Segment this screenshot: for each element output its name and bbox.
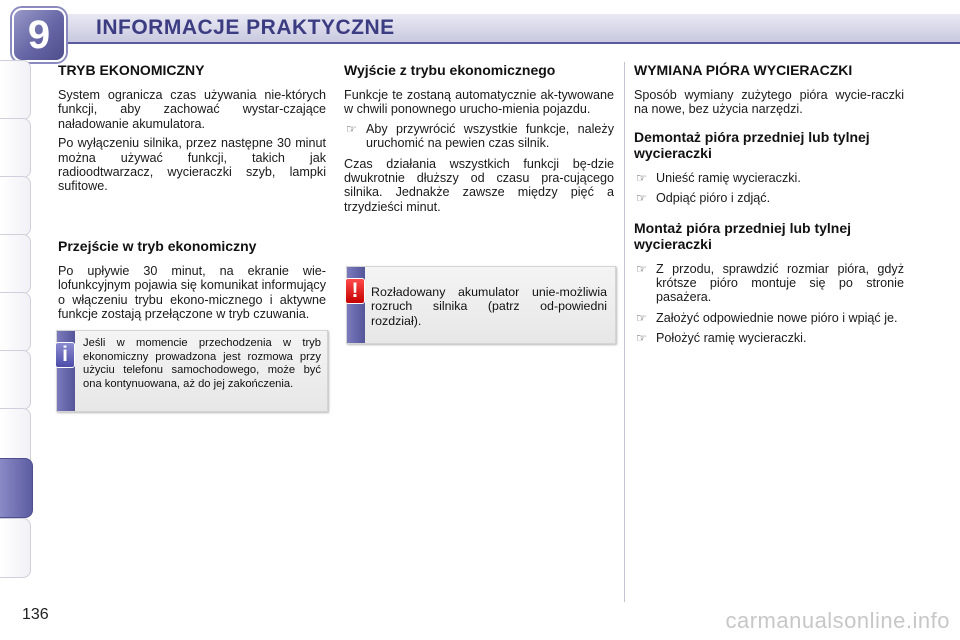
warning-note-text: Rozładowany akumulator unie-możliwia rozruch silnika (patrz od-powiedni rozdział). [371, 285, 607, 328]
bullet-text: Założyć odpowiednie nowe pióro i wpiąć je. [656, 310, 898, 325]
paragraph: Czas działania wszystkich funkcji bę-dzie dwukrotnie dłuższy od czasu pra-cującego silnika. Jednakże zawsze między pięć a trzydzieści minut. [344, 156, 614, 214]
page-title: INFORMACJE PRAKTYCZNE [96, 16, 395, 39]
info-note [56, 330, 328, 412]
side-tab[interactable] [0, 518, 31, 578]
paragraph: Po wyłączeniu silnika, przez następne 30 minut można używać funkcji, takich jak radioodtwarzacz, wycieraczki szyb, lampki sufitowe. [58, 136, 326, 194]
paragraph: Po upływie 30 minut, na ekranie wie-lofunkcyjnym pojawia się komunikat informujący o włączeniu trybu ekono-micznego i aktywne funkcje zostają przełączone w tryb czuwania. [58, 263, 326, 322]
section-heading: Montaż pióra przedniej lub tylnej wycieraczki [634, 219, 852, 252]
pointing-hand-icon: ☞ [346, 121, 357, 136]
paragraph: Funkcje te zostaną automatycznie ak-tywowane w chwili ponownego urucho-mienia pojazdu. [344, 88, 614, 117]
pointing-hand-icon: ☞ [636, 310, 647, 325]
warning-note [346, 266, 616, 344]
info-note-text: Jeśli w momencie przechodzenia w tryb ekonomiczny prowadzona jest rozmowa przy użyciu telefonu samochodowego, może być ona kontynuowana, aż do jej zakończenia. [83, 337, 321, 390]
page-number: 136 [22, 606, 49, 623]
pointing-hand-icon: ☞ [636, 331, 647, 346]
bullet-item [634, 262, 904, 305]
bullet-text: Aby przywrócić wszystkie funkcje, należy uruchomić na pewien czas silnik. [366, 121, 614, 151]
section-heading: Przejście w tryb ekonomiczny [58, 237, 257, 254]
bullet-item [634, 171, 904, 185]
watermark: carmanualsonline.info [725, 608, 950, 633]
column-exit-economy-mode [344, 62, 614, 219]
column-wiper-blade [634, 62, 904, 352]
pointing-hand-icon: ☞ [636, 261, 647, 276]
warning-icon: ! [345, 278, 365, 304]
bullet-text: Unieść ramię wycieraczki. [656, 170, 801, 185]
side-tab[interactable] [0, 176, 31, 236]
paragraph: Sposób wymiany zużytego pióra wycie-raczki na nowe, bez użycia narzędzi. [634, 88, 904, 117]
bullet-item [344, 122, 614, 151]
bullet-text: Położyć ramię wycieraczki. [656, 331, 807, 346]
bullet-item [634, 311, 904, 325]
section-heading: TRYB EKONOMICZNY [58, 62, 205, 78]
side-tab-active[interactable] [0, 458, 33, 518]
section-heading: Wyjście z trybu ekonomicznego [344, 62, 556, 78]
bullet-item [634, 191, 904, 205]
section-heading: WYMIANA PIÓRA WYCIERACZKI [634, 62, 853, 78]
bullet-item [634, 331, 904, 345]
pointing-hand-icon: ☞ [636, 170, 647, 185]
side-tab[interactable] [0, 350, 31, 410]
side-tab[interactable] [0, 234, 31, 294]
side-tab[interactable] [0, 292, 31, 352]
side-tab[interactable] [0, 118, 31, 178]
bullet-text: Z przodu, sprawdzić rozmiar pióra, gdyż krótsze pióro montuje się po stronie pasażera. [656, 261, 904, 305]
info-icon: i [55, 342, 75, 368]
column-divider [624, 62, 625, 602]
chapter-side-tabs [0, 60, 34, 580]
paragraph: System ogranicza czas używania nie-których funkcji, aby zachować wystar-czające naładowanie akumulatora. [58, 88, 326, 131]
side-tab[interactable] [0, 60, 31, 120]
section-heading: Demontaż pióra przedniej lub tylnej wycieraczki [634, 128, 870, 161]
chapter-badge: 9 [12, 8, 66, 62]
bullet-text: Odpiąć pióro i zdjąć. [656, 191, 771, 206]
pointing-hand-icon: ☞ [636, 191, 647, 206]
column-economy-mode [58, 62, 326, 326]
